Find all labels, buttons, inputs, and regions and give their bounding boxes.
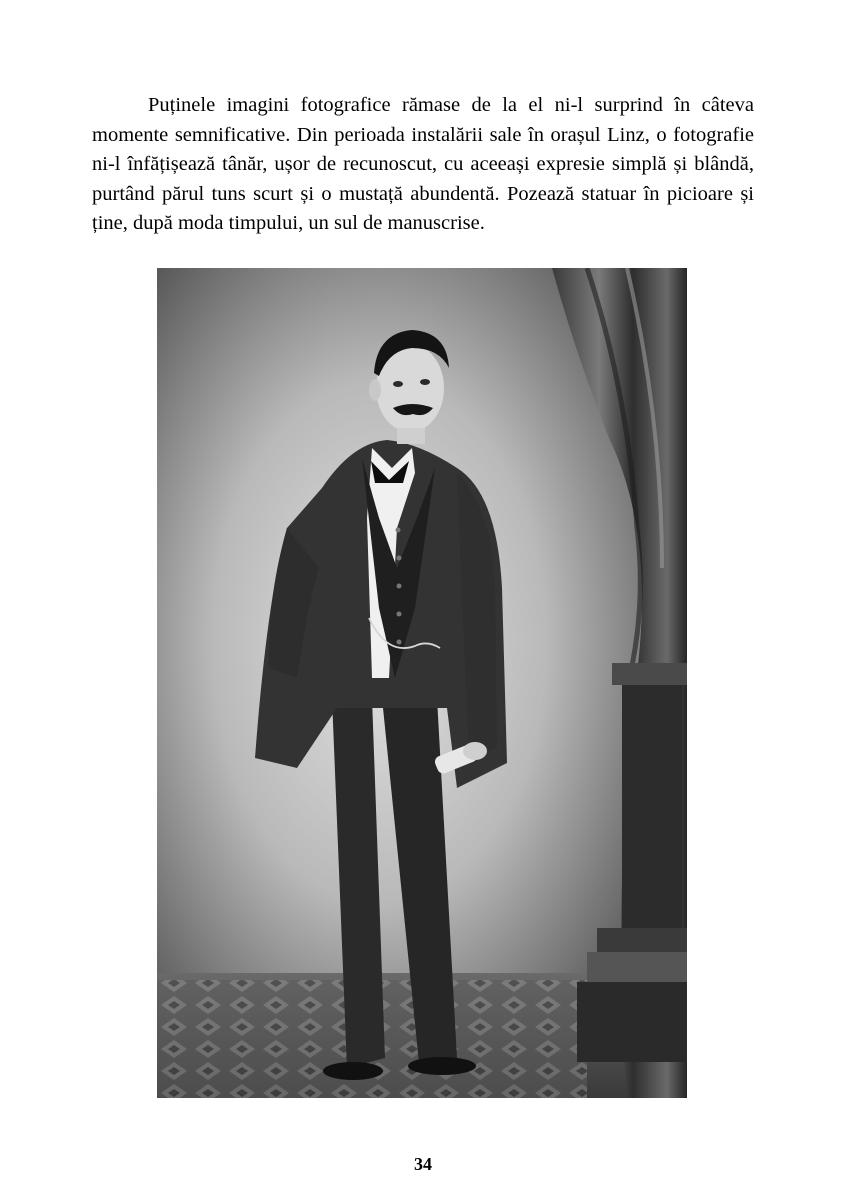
body-paragraph: Puținele imagini fotografice rămase de la el ni-l surprind în câteva momente semnificative. Din perioada instalării sale în orașul Linz, o fotografie ni-l înfățișează tânăr, ușor de recunoscut, cu aceeași expresie simplă și blândă, purtând părul tuns scurt și o mustață abundentă. Pozează statuar în picioare și ține, după moda timpului, un sul de manuscrise. xyxy=(92,94,754,235)
portrait-photograph xyxy=(157,268,687,1098)
page-number: 34 xyxy=(414,1154,432,1174)
